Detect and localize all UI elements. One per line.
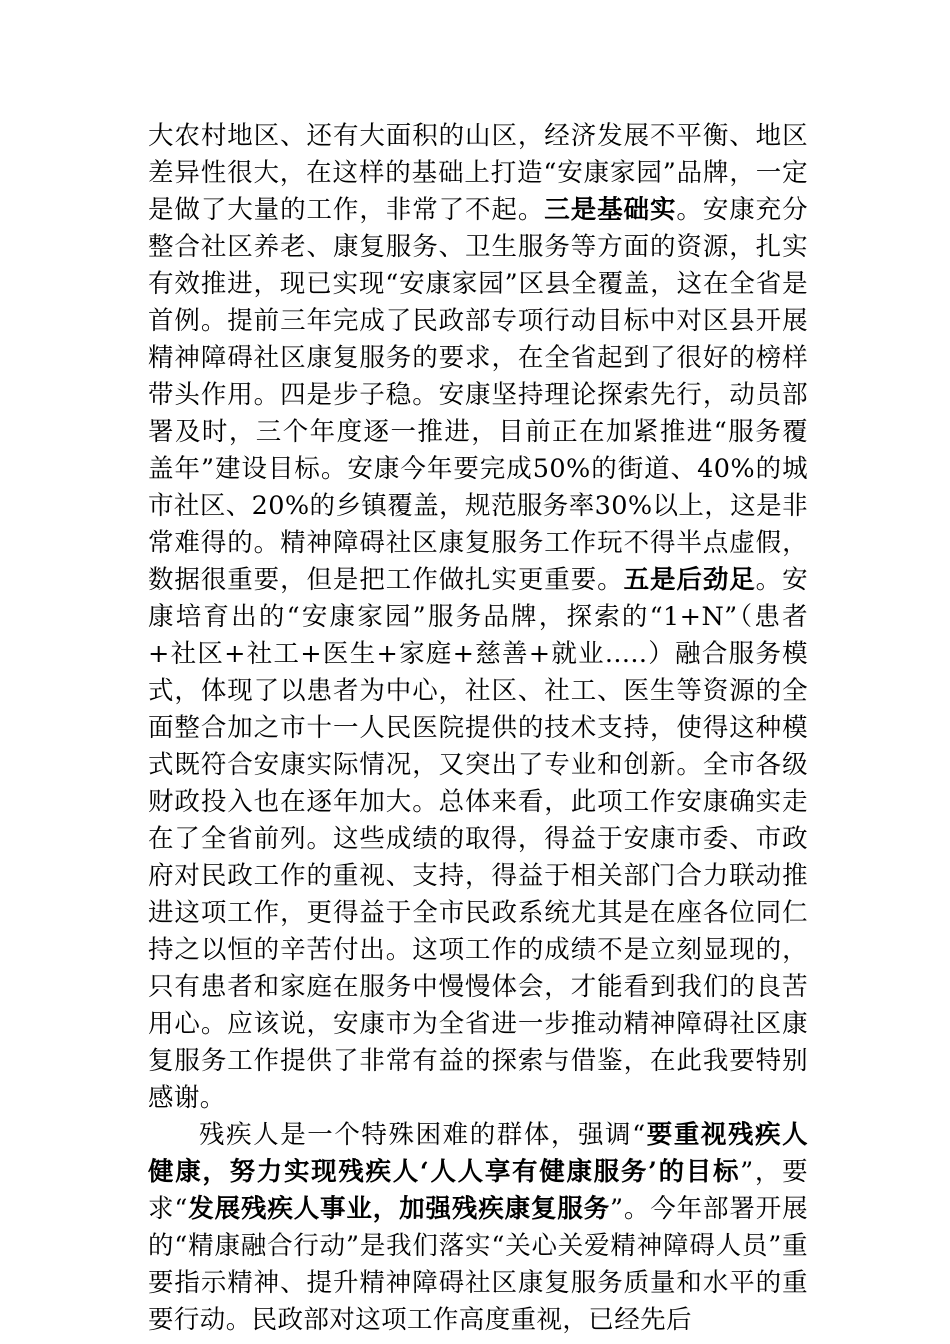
paragraph-2-text: ”。今年部署开展的“精康融合行动”是我们落实“关心关爱精神障碍人员”重要指示精神、提升精神障碍社区康复服务质量和水平的重要行动。民政部对这项工作高度重视，已经先后 [148, 1194, 808, 1335]
paragraph-1-text: 大农村地区、还有大面积的山区，经济发展不平衡、地区差异性很大，在这样的基础上打造“安康家园”品牌，一定是做了大量的工作，非常了不起。 [148, 121, 808, 225]
paragraph-2 [148, 1117, 808, 1339]
document-body [148, 118, 808, 1339]
paragraph-1-text: 。安康培育出的“安康家园”服务品牌，探索的“1+N”（患者+社区+社工+医生+家庭+慈善+就业.....）融合服务模式，体现了以患者为中心，社区、社工、医生等资源的全面整合加之市十一人民医院提供的技术支持，使得这种模式既符合安康实际情况，又突出了专业和创新。全市各级财政投入也在逐年加大。总体来看，此项工作安康确实走在了全省前列。这些成绩的取得，得益于安康市委、市政府对民政工作的重视、支持，得益于相关部门合力联动推进这项工作，更得益于全市民政系统尤其是在座各位同仁持之以恒的辛苦付出。这项工作的成绩不是立刻显现的，只有患者和家庭在服务中慢慢体会，才能看到我们的良苦用心。应该说，安康市为全省进一步推动精神障碍社区康复服务工作提供了非常有益的探索与借鉴，在此我要特别感谢。 [148, 565, 808, 1113]
paragraph-2-bold-quote-1: 要重视残疾人健康，努力实现残疾人‘人人享有健康服务’的目标 [148, 1120, 809, 1187]
paragraph-1 [148, 118, 808, 1117]
paragraph-2-text: ”，要求“ [148, 1157, 808, 1224]
paragraph-1-text: 。安康充分整合社区养老、康复服务、卫生服务等方面的资源，扎实有效推进，现已实现“安康家园”区县全覆盖，这在全省是首例。提前三年完成了民政部专项行动目标中对区县开展精神障碍社区康复服务的要求，在全省起到了很好的榜样带头作用。四是步子稳。安康坚持理论探索先行，动员部署及时，三个年度逐一推进，目前正在加紧推进“服务覆盖年”建设目标。安康今年要完成50%的街道、40%的城市社区、20%的乡镇覆盖，规范服务率30%以上，这是非常难得的。精神障碍社区康复服务工作玩不得半点虚假，数据很重要，但是把工作做扎实更重要。 [148, 195, 808, 595]
paragraph-2-bold-quote-2: 发展残疾人事业，加强残疾康复服务 [187, 1194, 611, 1224]
paragraph-1-bold-point-three: 三是基础实 [544, 195, 677, 225]
paragraph-1-bold-point-five: 五是后劲足 [623, 565, 756, 595]
paragraph-2-text: 残疾人是一个特殊困难的群体，强调“ [199, 1120, 646, 1150]
